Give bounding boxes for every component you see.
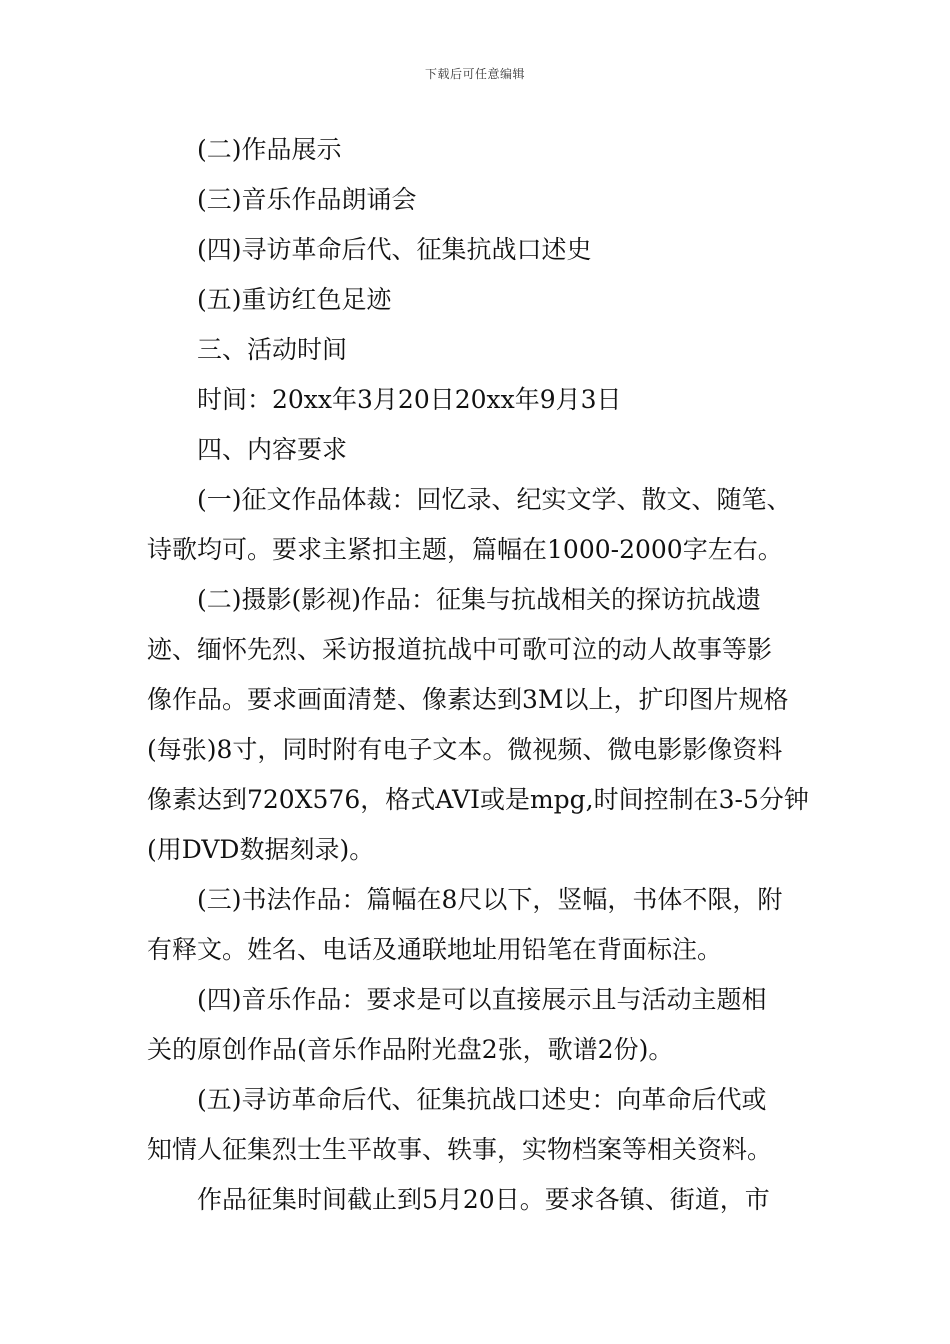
text-line: (二)摄影(影视)作品：征集与抗战相关的探访抗战遗 [197, 585, 762, 614]
text-line: (五)重访红色足迹 [197, 285, 392, 314]
text-line: 关的原创作品(音乐作品附光盘2张，歌谱2份)。 [147, 1035, 674, 1064]
text-line: 有释文。姓名、电话及通联地址用铅笔在背面标注。 [147, 935, 723, 964]
text-line: 像素达到720X576，格式AVI或是mpg,时间控制在3-5分钟 [147, 785, 809, 814]
text-line: (五)寻访革命后代、征集抗战口述史：向革命后代或 [197, 1085, 767, 1114]
page-header: 下载后可任意编辑 [424, 67, 525, 81]
text-line: (二)作品展示 [197, 135, 342, 164]
text-line: 作品征集时间截止到5月20日。要求各镇、街道，市 [197, 1185, 770, 1214]
text-line: (每张)8寸，同时附有电子文本。微视频、微电影影像资料 [147, 735, 783, 764]
document-body [147, 125, 827, 1225]
text-line: (四)寻访革命后代、征集抗战口述史 [197, 235, 592, 264]
text-line: 三、活动时间 [197, 335, 348, 364]
text-line: 迹、缅怀先烈、采访报道抗战中可歌可泣的动人故事等影 [147, 635, 773, 664]
text-line: 知情人征集烈士生平故事、轶事，实物档案等相关资料。 [147, 1135, 773, 1164]
text-line: (用DVD数据刻录)。 [147, 835, 375, 864]
text-line: 时间：20xx年3月20日20xx年9月3日 [197, 385, 622, 414]
text-line: (三)书法作品：篇幅在8尺以下，竖幅，书体不限，附 [197, 885, 783, 914]
text-line: 四、内容要求 [197, 435, 348, 464]
text-line: 诗歌均可。要求主紧扣主题，篇幅在1000-2000字左右。 [147, 535, 783, 564]
text-line: 像作品。要求画面清楚、像素达到3M以上，扩印图片规格 [147, 685, 789, 714]
text-line: (三)音乐作品朗诵会 [197, 185, 417, 214]
text-line: (四)音乐作品：要求是可以直接展示且与活动主题相 [197, 985, 767, 1014]
text-line: (一)征文作品体裁：回忆录、纪实文学、散文、随笔、 [197, 485, 792, 514]
